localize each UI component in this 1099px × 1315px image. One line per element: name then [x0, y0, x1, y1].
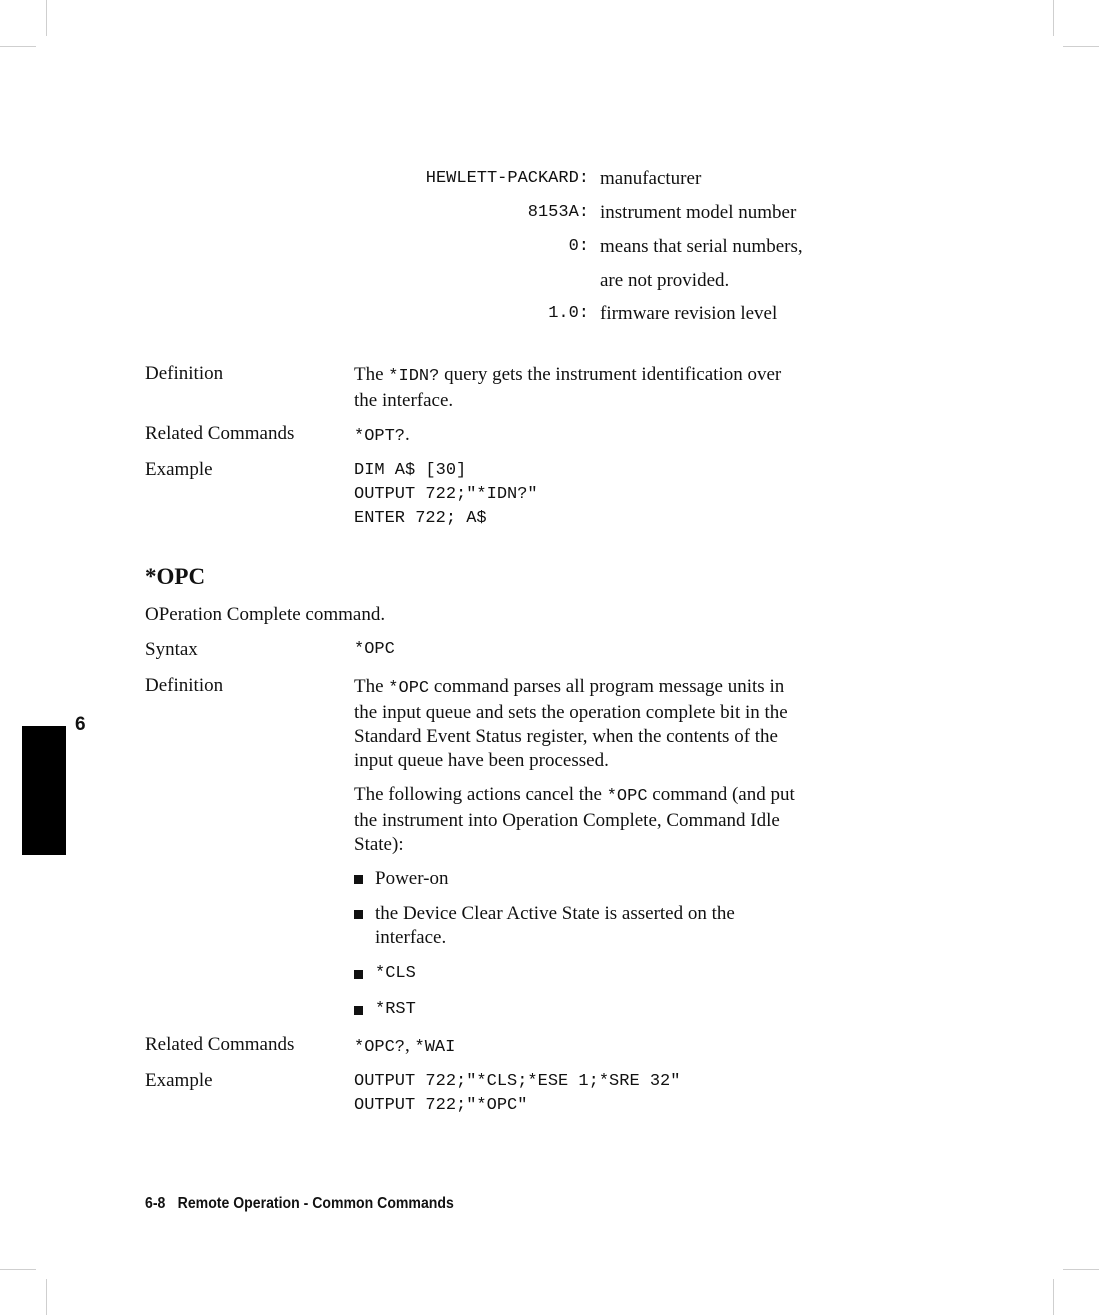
section-heading: *OPC	[145, 564, 206, 589]
code-line: DIM A$ [30]	[354, 461, 467, 480]
field-description: instrument model number	[600, 202, 797, 223]
bullet-text: Power-on	[375, 868, 449, 889]
text: State):	[354, 834, 404, 855]
field-key: 1.0:	[548, 304, 589, 323]
idn-definition	[354, 363, 914, 413]
footer-title: Remote Operation - Common Commands	[177, 1195, 454, 1212]
syntax-code: *OPC	[354, 640, 395, 659]
field-description: manufacturer	[600, 168, 702, 189]
text: .	[405, 424, 410, 445]
text: The	[354, 364, 389, 385]
text: the Device Clear Active State is asserted on the	[375, 903, 735, 924]
page-number: 6-8	[145, 1195, 166, 1212]
crop-mark	[0, 46, 36, 47]
opc-definition	[354, 675, 914, 773]
command-code: *WAI	[414, 1038, 456, 1057]
command-code: *IDN?	[388, 367, 440, 386]
related-commands-label: Related Commands	[145, 1034, 295, 1055]
text: query gets the instrument identification over	[439, 364, 782, 385]
code-line: ENTER 722; A$	[354, 509, 487, 528]
command-code: *OPC	[388, 679, 430, 698]
text: command parses all program message units in	[429, 676, 785, 697]
crop-mark	[1063, 46, 1099, 47]
command-code: *OPC	[606, 787, 648, 806]
text: the instrument into Operation Complete, Command Idle	[354, 810, 780, 831]
example-label: Example	[145, 459, 213, 480]
crop-mark	[46, 0, 47, 36]
field-key: 0:	[568, 237, 589, 256]
field-description: means that serial numbers,	[600, 236, 803, 257]
crop-mark	[1053, 0, 1054, 36]
text: the input queue and sets the operation complete bit in the	[354, 702, 788, 723]
opc-example-code	[354, 1070, 914, 1118]
opc-definition-cancel	[354, 783, 914, 857]
idn-example-code	[354, 459, 914, 531]
page-footer	[145, 1195, 454, 1213]
example-label: Example	[145, 1070, 213, 1091]
field-description: are not provided.	[600, 270, 730, 291]
bullet-square-icon	[354, 910, 363, 919]
command-code: *OPC?	[354, 1038, 406, 1057]
text: the interface.	[354, 390, 454, 411]
field-description: firmware revision level	[600, 303, 778, 324]
bullet-square-icon	[354, 1006, 363, 1015]
code-line: OUTPUT 722;"*CLS;*ESE 1;*SRE 32"	[354, 1072, 681, 1091]
crop-mark	[1063, 1269, 1099, 1270]
definition-label: Definition	[145, 363, 224, 384]
section-intro: OPeration Complete command.	[145, 604, 386, 625]
related-commands-label: Related Commands	[145, 423, 295, 444]
bullet-text: *RST	[375, 1000, 416, 1019]
opc-related-commands	[354, 1034, 914, 1060]
text: interface.	[375, 927, 447, 948]
crop-mark	[0, 1269, 36, 1270]
bullet-text	[375, 902, 735, 950]
text: input queue have been processed.	[354, 750, 609, 771]
bullet-square-icon	[354, 970, 363, 979]
bullet-text: *CLS	[375, 964, 416, 983]
text: The	[354, 676, 389, 697]
command-code: *OPT?	[354, 427, 406, 446]
code-line: OUTPUT 722;"*OPC"	[354, 1096, 528, 1115]
field-key: 8153A:	[527, 203, 589, 222]
text: ,	[405, 1035, 415, 1056]
field-key: HEWLETT-PACKARD:	[425, 169, 589, 188]
text: The following actions cancel the	[354, 784, 607, 805]
text: command (and put	[647, 784, 795, 805]
crop-mark	[46, 1279, 47, 1315]
text: Standard Event Status register, when the contents of the	[354, 726, 778, 747]
chapter-number: 6	[75, 714, 86, 735]
idn-related-commands	[354, 423, 914, 449]
bullet-square-icon	[354, 875, 363, 884]
chapter-tab	[22, 726, 66, 855]
definition-label: Definition	[145, 675, 224, 696]
crop-mark	[1053, 1279, 1054, 1315]
code-line: OUTPUT 722;"*IDN?"	[354, 485, 538, 504]
syntax-label: Syntax	[145, 639, 198, 660]
